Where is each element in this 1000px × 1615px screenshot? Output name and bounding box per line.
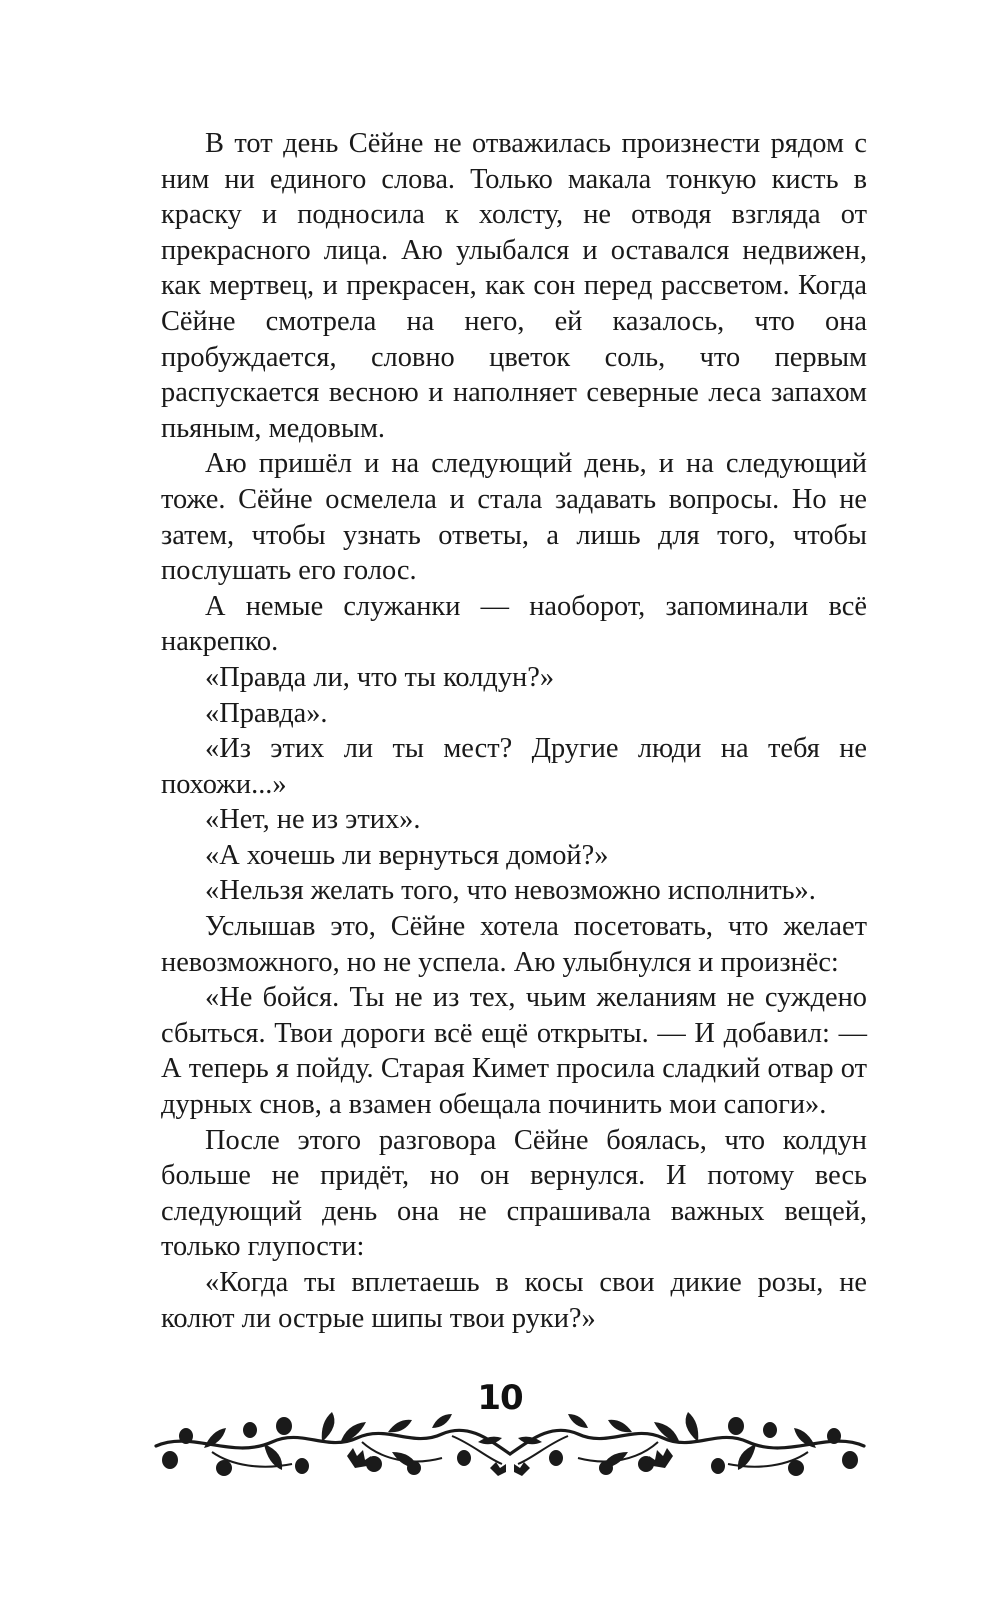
paragraph-12: После этого разговора Сёйне боялась, что колдун больше не придёт, но он вернулся. И потому весь следующий день она не спрашивала важных вещей, только глупости: [161,1124,867,1263]
paragraph-1: В тот день Сёйне не отважилась произнести рядом с ним ни единого слова. Только макала тонкую кисть в краску и подносила к холсту, не отводя взгляда от прекрасного лица. Аю улыбался и оставался недвижен, как мертвец, и прекрасен, как сон перед рассветом. Когда Сёйне смотрела на него, ей казалось, что она пробуждается, словно цветок соль, что первым распускается весною и наполняет северные леса запахом пьяным, медовым. [161,128,867,444]
paragraph-3: А немые служанки — наоборот, запоминали всё накрепко. [161,590,867,658]
paragraph-2: Аю пришёл и на следующий день, и на следующий тоже. Сёйне осмелела и стала задавать вопросы. Но не затем, чтобы узнать ответы, а лишь для того, чтобы послушать его голос. [161,448,867,587]
paragraph-6: «Из этих ли ты мест? Другие люди на тебя не похожи...» [161,733,867,800]
paragraph-5: «Правда». [205,697,328,729]
paragraph-11: «Не бойся. Ты не из тех, чьим желаниям не суждено сбыться. Твои дороги всё ещё открыты. — И добавил: — А теперь я пойду. Старая Кимет просила сладкий отвар от дурных снов, а взамен обещала починить мои сапоги». [161,982,867,1121]
paragraph-7: «Нет, не из этих». [205,804,421,836]
paragraph-9: «Нельзя желать того, что невозможно исполнить». [205,875,816,907]
page-number: 10 [477,1378,523,1418]
branch-with-berries-icon [152,1408,868,1488]
body-text [161,126,867,1336]
paragraph-8: «А хочешь ли вернуться домой?» [205,839,609,871]
paragraph-10: Услышав это, Сёйне хотела посетовать, что желает невозможного, но не успела. Аю улыбнулся и произнёс: [161,911,867,978]
paragraph-4: «Правда ли, что ты колдун?» [205,661,555,693]
paragraph-13: «Когда ты вплетаешь в косы свои дикие розы, не колют ли острые шипы твои руки?» [161,1267,867,1334]
